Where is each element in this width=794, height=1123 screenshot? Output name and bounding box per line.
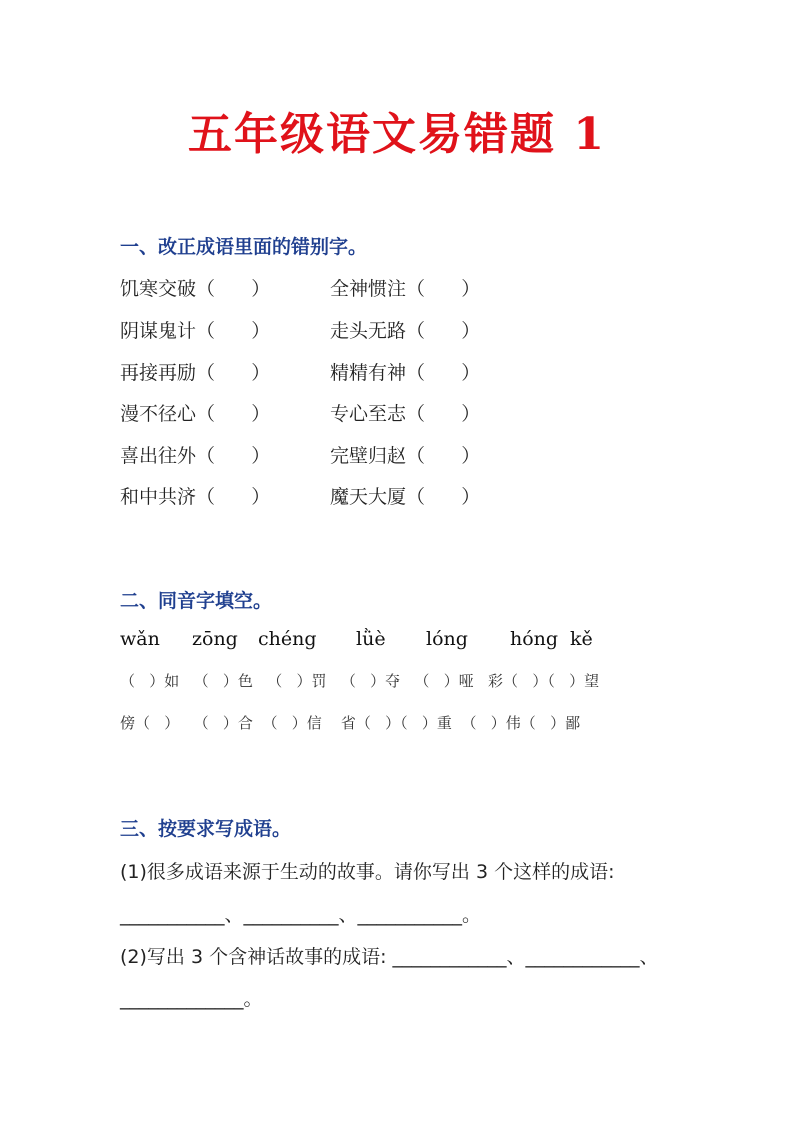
section3-heading: 三、按要求写成语。 <box>120 818 292 840</box>
idiom-right-3: 精精有神（ ） <box>330 362 481 384</box>
page-title: 五年级语文易错题 1 <box>188 109 606 160</box>
idiom-left-1: 饥寒交破（ ） <box>120 278 271 300</box>
section1-heading: 一、改正成语里面的错别字。 <box>120 236 368 258</box>
fill-line-1: （ ）如 （ ）色 （ ）罚 （ ）夺 （ ）哑 彩（ ）（ ）望 <box>120 672 600 690</box>
pinyin-6: hóng <box>510 628 559 650</box>
pinyin-4: lǜè <box>356 628 386 650</box>
pinyin-3: chéng <box>258 628 317 650</box>
question-2-blanks: _____________。 <box>120 988 263 1010</box>
idiom-left-2: 阴谋鬼计（ ） <box>120 320 271 342</box>
idiom-left-4: 漫不径心（ ） <box>120 403 271 425</box>
idiom-right-1: 全神惯注（ ） <box>330 278 481 300</box>
question-1: (1)很多成语来源于生动的故事。请你写出 3 个这样的成语: <box>120 861 615 883</box>
idiom-right-6: 魔天大厦（ ） <box>330 486 481 508</box>
fill-line-2: 傍（ ） （ ）合 （ ）信 省（ ）（ ）重 （ ）伟（ ）鄙 <box>120 714 581 732</box>
pinyin-1: wǎn <box>120 628 160 650</box>
idiom-right-5: 完壁归赵（ ） <box>330 445 481 467</box>
section2-heading: 二、同音字填空。 <box>120 590 273 612</box>
pinyin-7: kě <box>570 628 593 650</box>
pinyin-5: lóng <box>426 628 468 650</box>
idiom-right-2: 走头无路（ ） <box>330 320 481 342</box>
idiom-right-4: 专心至志（ ） <box>330 403 481 425</box>
question-1-blanks: ___________、__________、___________。 <box>120 904 482 926</box>
idiom-left-6: 和中共济（ ） <box>120 486 271 508</box>
idiom-left-3: 再接再励（ ） <box>120 362 271 384</box>
idiom-left-5: 喜出往外（ ） <box>120 445 271 467</box>
question-2: (2)写出 3 个含神话故事的成语: ____________、____________、 <box>120 946 659 968</box>
pinyin-2: zōng <box>192 628 238 650</box>
